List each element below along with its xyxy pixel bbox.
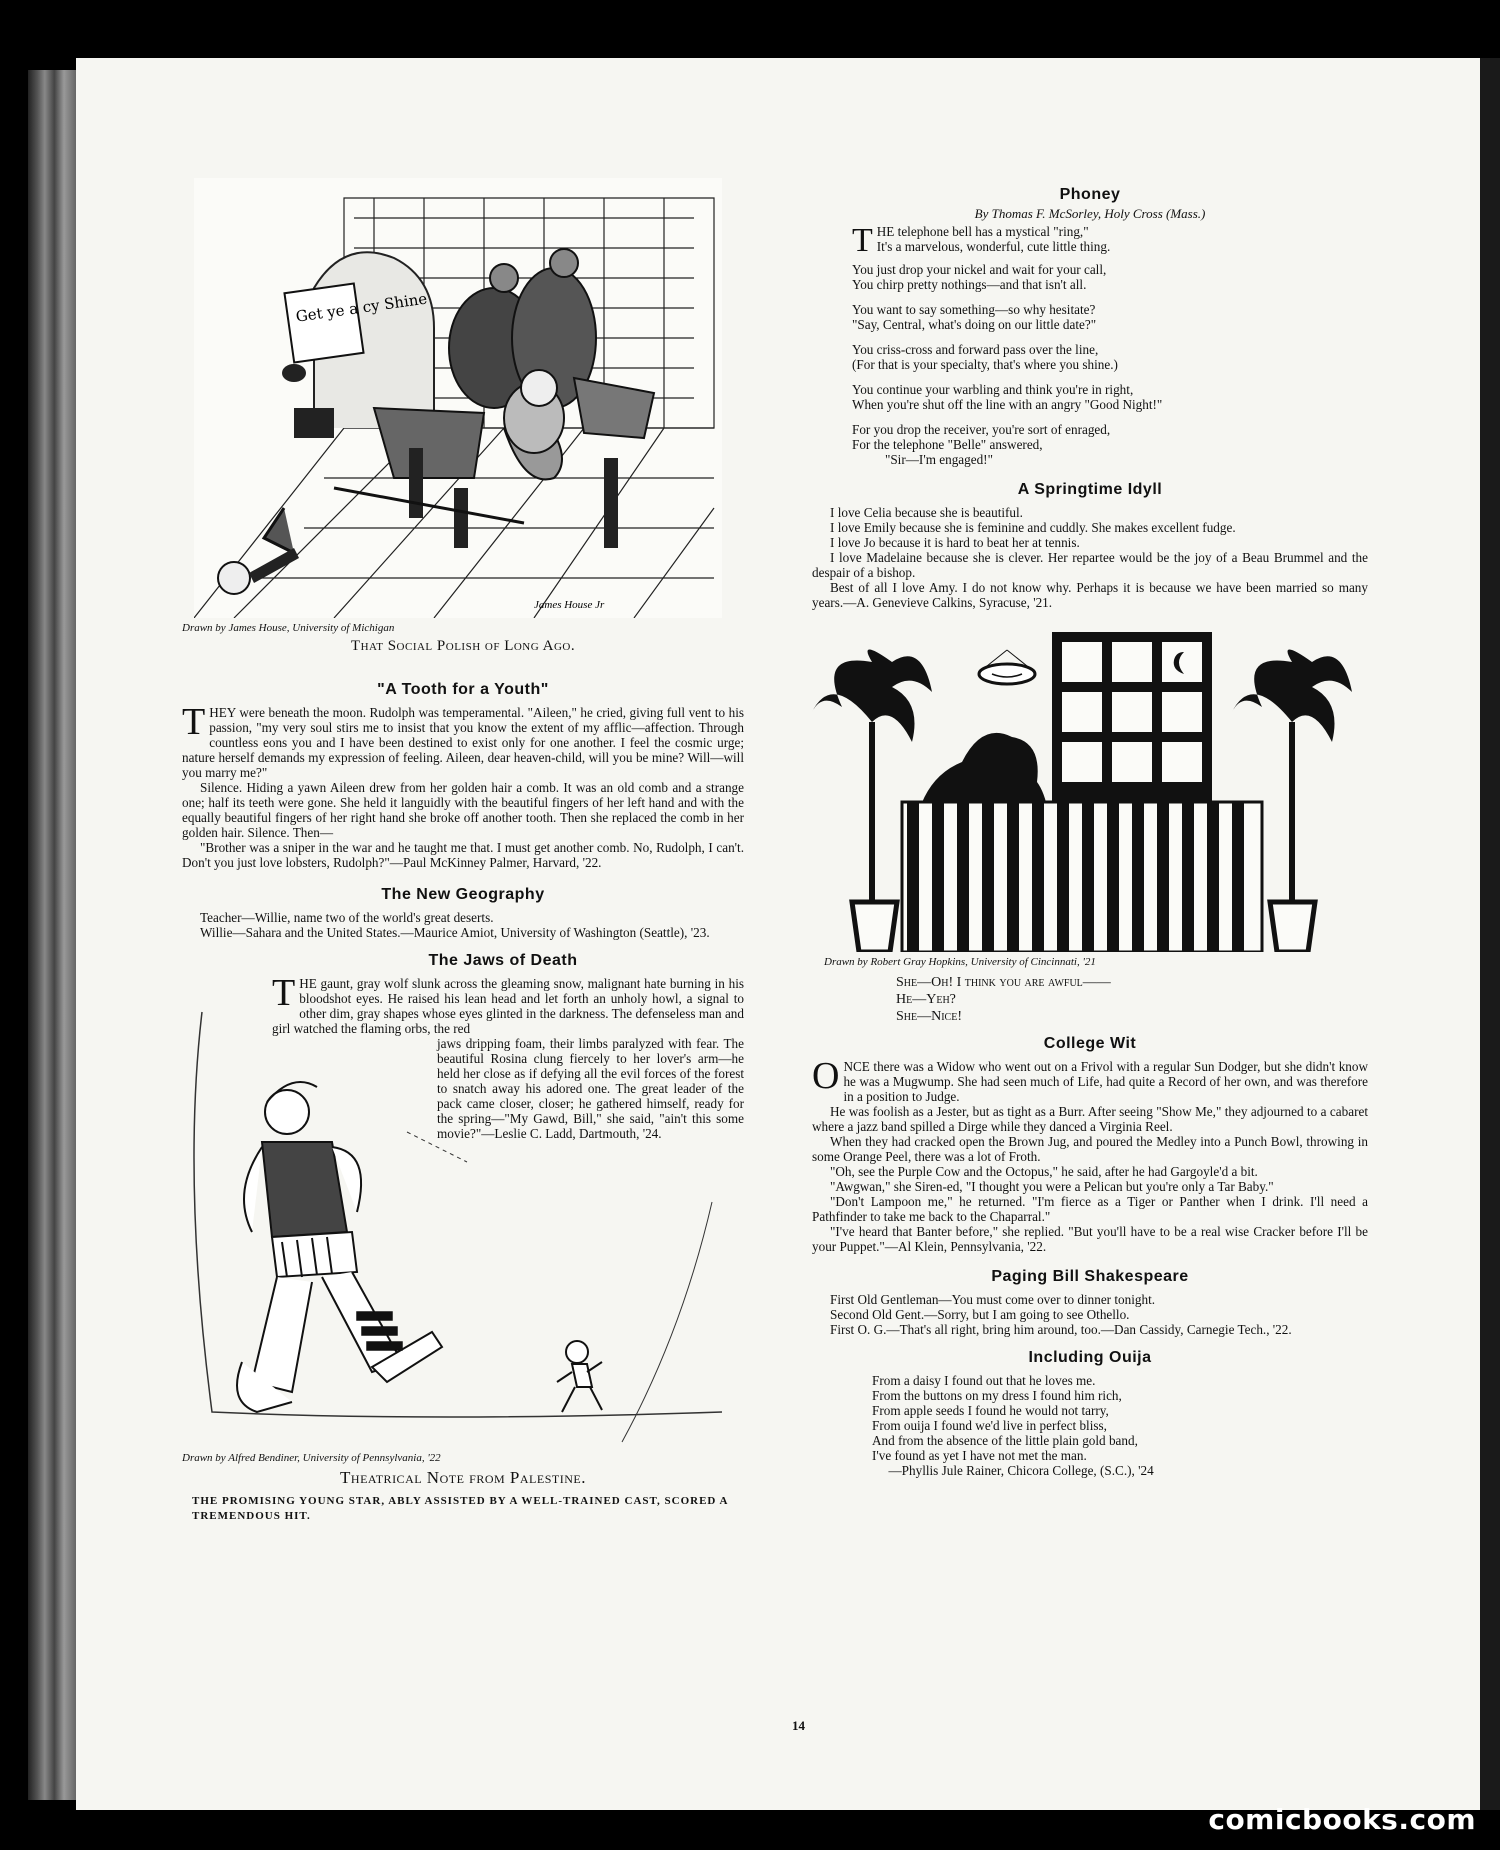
article-title: The Jaws of Death (428, 952, 578, 969)
paging-line-1: First Old Gentleman—You must come over to dinner tonight. (830, 1292, 1156, 1307)
poem-stanza-4: You criss-cross and forward pass over the line, (For that is your specialty, that's where you shine.) (852, 342, 1118, 372)
jaws-para-1b: jaws dripping foam, their limbs paralyzed with fear. The beautiful Rosina clung fiercely to her lover's arm—he held her close as if defying all the evil forces of the forest to snatch away his adored one. The great leader of the pack came closer, closer; he gathered himself, ready for the spring—"My Gawd, Bill," she said, "ain't this some movie?"—Leslie C. Ladd, Dartmouth, '24. (437, 1036, 744, 1141)
poem-stanza-5: You continue your warbling and think you're in right, When you're shut off the line with an angry "Good Night!" (852, 382, 1163, 412)
ouija-verse: From a daisy I found out that he loves me. From the buttons on my dress I found him rich, From apple seeds I found he would not tarry, From ouija I found we'd live in perfect bliss, And from the absence of the little plain gold band, I've found as yet I have not met the man. —Phyllis Jule Rainer, Chicora College, (S.C.), '24 (872, 1373, 1154, 1478)
drop-cap: O (812, 1055, 840, 1097)
dialogue-line-2: He—Yeh? (896, 992, 956, 1007)
article-title: "A Tooth for a Youth" (377, 681, 549, 698)
cartoon1-caption: That Social Polish of Long Ago. (350, 638, 576, 654)
geography-line-1: Teacher—Willie, name two of the world's great deserts. (200, 910, 494, 925)
drop-cap: T (852, 222, 873, 259)
cartoon-theatrical-note (182, 982, 744, 1452)
cartoon-social-polish (194, 178, 722, 618)
wit-para-1: NCE there was a Widow who went out on a Frivol with a regular Sun Dodger, but she didn't know he was a Mugwump. She had seen much of Life, had quite a Record of her own, and was therefore in a position to Judge. (843, 1059, 1368, 1104)
shine-sign-text: Get ye a cy Shine (294, 289, 429, 326)
wit-para-4: "Oh, see the Purple Cow and the Octopus," he said, after he had Gargoyle'd a bit. (830, 1164, 1258, 1179)
cartoon3-dialogue (896, 974, 1368, 1025)
poem-byline: By Thomas F. McSorley, Holy Cross (Mass.) (974, 206, 1206, 221)
cartoon-illustration-1 (194, 178, 722, 618)
article-paging-shakespeare (812, 1268, 1368, 1337)
idyll-line-4: I love Madelaine because she is clever. Her repartee would be the joy of a Beau Brummel and the despair of a bishop. (812, 550, 1368, 580)
article-title: College Wit (1043, 1035, 1137, 1052)
page-edge (1480, 58, 1500, 1810)
article-title: The New Geography (381, 886, 545, 903)
dialogue-line-1: She—Oh! I think you are awful—— (896, 975, 1111, 990)
tooth-para-1: HEY were beneath the moon. Rudolph was temperamental. "Aileen," he cried, giving full vent to his passion, "my very soul stirs me to insist that you know the extent of my afflic—affection. Through countless eons you and I have been destined to exist only for one another. I feel the cosmic urge; nature herself demands my expression of feeling. Aileen, dear heaven-child, will you be mine? Will—will you marry me?" (182, 705, 744, 780)
cartoon2-credit: Drawn by Alfred Bendiner, University of Pennsylvania, '22 (182, 1452, 441, 1464)
page-number: 14 (792, 1718, 805, 1733)
poem-stanza-1: THE telephone bell has a mystical "ring," It's a marvelous, wonderful, cute little thing. (852, 222, 1111, 259)
cartoon-silhouette-sofa (812, 632, 1352, 952)
article-title: Paging Bill Shakespeare (991, 1268, 1189, 1285)
wit-para-2: He was foolish as a Jester, but as tight as a Burr. After seeing "Show Me," they adjourned to a cabaret where a jazz band spilled a Dirge while they danced a Virginia Reel. (812, 1104, 1368, 1134)
idyll-line-3: I love Jo because it is hard to beat her at tennis. (830, 535, 1080, 550)
book-binding (28, 70, 76, 1800)
drop-cap: T (182, 701, 206, 743)
tooth-para-3: "Brother was a sniper in the war and he taught me that. I must get another comb. No, Rudolph, I can't. Don't you just love lobsters, Rudolph?"—Paul McKinney Palmer, Harvard, '22. (182, 840, 744, 870)
site-watermark: comicbooks.com (1208, 1803, 1476, 1836)
article-tooth-for-youth (182, 681, 744, 870)
poem-stanza-2: You just drop your nickel and wait for your call, You chirp pretty nothings—and that isn't all. (852, 262, 1107, 292)
idyll-line-2: I love Emily because she is feminine and cuddly. She makes excellent fudge. (830, 520, 1236, 535)
article-springtime-idyll (812, 481, 1368, 610)
drop-cap: T (272, 972, 296, 1014)
cartoon2-caption: Theatrical Note from Palestine. (340, 1468, 586, 1487)
wit-para-7: "I've heard that Banter before," she replied. "But you'll have to be a real wise Cracker before I'll be your Puppet."—Al Klein, Pennsylvania, '22. (812, 1224, 1368, 1254)
poem-phoney (812, 186, 1368, 467)
cartoon1-credit: Drawn by James House, University of Michigan (182, 622, 395, 634)
paging-line-3: First O. G.—That's all right, bring him around, too.—Dan Cassidy, Carnegie Tech., '22. (830, 1322, 1292, 1337)
magazine-page (76, 58, 1480, 1810)
left-column (182, 178, 744, 1524)
right-column (812, 186, 1368, 1488)
article-jaws-of-death (182, 952, 744, 1452)
cartoon-illustration-2 (182, 982, 744, 1452)
poem-stanza-6: For you drop the receiver, you're sort of enraged, For the telephone "Belle" answered, "Sir—I'm engaged!" (852, 422, 1111, 467)
poem-title: Including Ouija (1028, 1349, 1152, 1366)
wit-para-3: When they had cracked open the Brown Jug, and poured the Medley into a Punch Bowl, throwing in some Orange Peel, there was a lot of Froth. (812, 1134, 1368, 1164)
cartoon3-credit: Drawn by Robert Gray Hopkins, University of Cincinnati, '21 (824, 956, 1096, 968)
cartoon-signature: James House Jr (534, 599, 605, 611)
wit-para-6: "Don't Lampoon me," he returned. "I'm fierce as a Tiger or Panther when I drink. I'll need a Pathfinder to take me back to the Chaparral." (812, 1194, 1368, 1224)
geography-line-2: Willie—Sahara and the United States.—Maurice Amiot, University of Washington (Seattle), '23. (200, 925, 710, 940)
cartoon2-subcaption: THE PROMISING YOUNG STAR, ABLY ASSISTED BY A WELL-TRAINED CAST, SCORED A TREMENDOUS HIT. (192, 1495, 728, 1522)
wit-para-5: "Awgwan," she Siren-ed, "I thought you were a Pelican but you're only a Tar Baby." (830, 1179, 1274, 1194)
idyll-line-5: Best of all I love Amy. I do not know why. Perhaps it is because we have been married so many years.—A. Genevieve Calkins, Syracuse, '21. (812, 580, 1368, 610)
tooth-para-2: Silence. Hiding a yawn Aileen drew from her golden hair a comb. It was an old comb and a strange one; half its teeth were gone. She held it languidly with the beautiful fingers of her left hand and with the equally beautiful fingers of her right hand she broke off another tooth. Then she replaced the comb in her golden hair. Silence. Then— (182, 780, 744, 840)
poem-title: Phoney (1059, 186, 1121, 203)
poem-stanza-3: You want to say something—so why hesitate? "Say, Central, what's doing on our little date?" (852, 302, 1097, 332)
article-title: A Springtime Idyll (1017, 481, 1163, 498)
article-college-wit (812, 1035, 1368, 1254)
cartoon-illustration-3 (812, 632, 1352, 952)
dialogue-line-3: She—Nice! (896, 1009, 962, 1024)
paging-line-2: Second Old Gent.—Sorry, but I am going to see Othello. (830, 1307, 1130, 1322)
idyll-line-1: I love Celia because she is beautiful. (830, 505, 1023, 520)
poem-including-ouija (812, 1349, 1368, 1478)
jaws-para-1a: THE gaunt, gray wolf slunk across the gleaming snow, malignant hate burning in his bloodshot eyes. He raised his lean head and let forth an unholy howl, a signal to other dim, gray shapes whose eyes glinted in the darkness. The defenseless man and girl watched the flaming orbs, the red (272, 972, 744, 1036)
article-new-geography (182, 886, 744, 940)
